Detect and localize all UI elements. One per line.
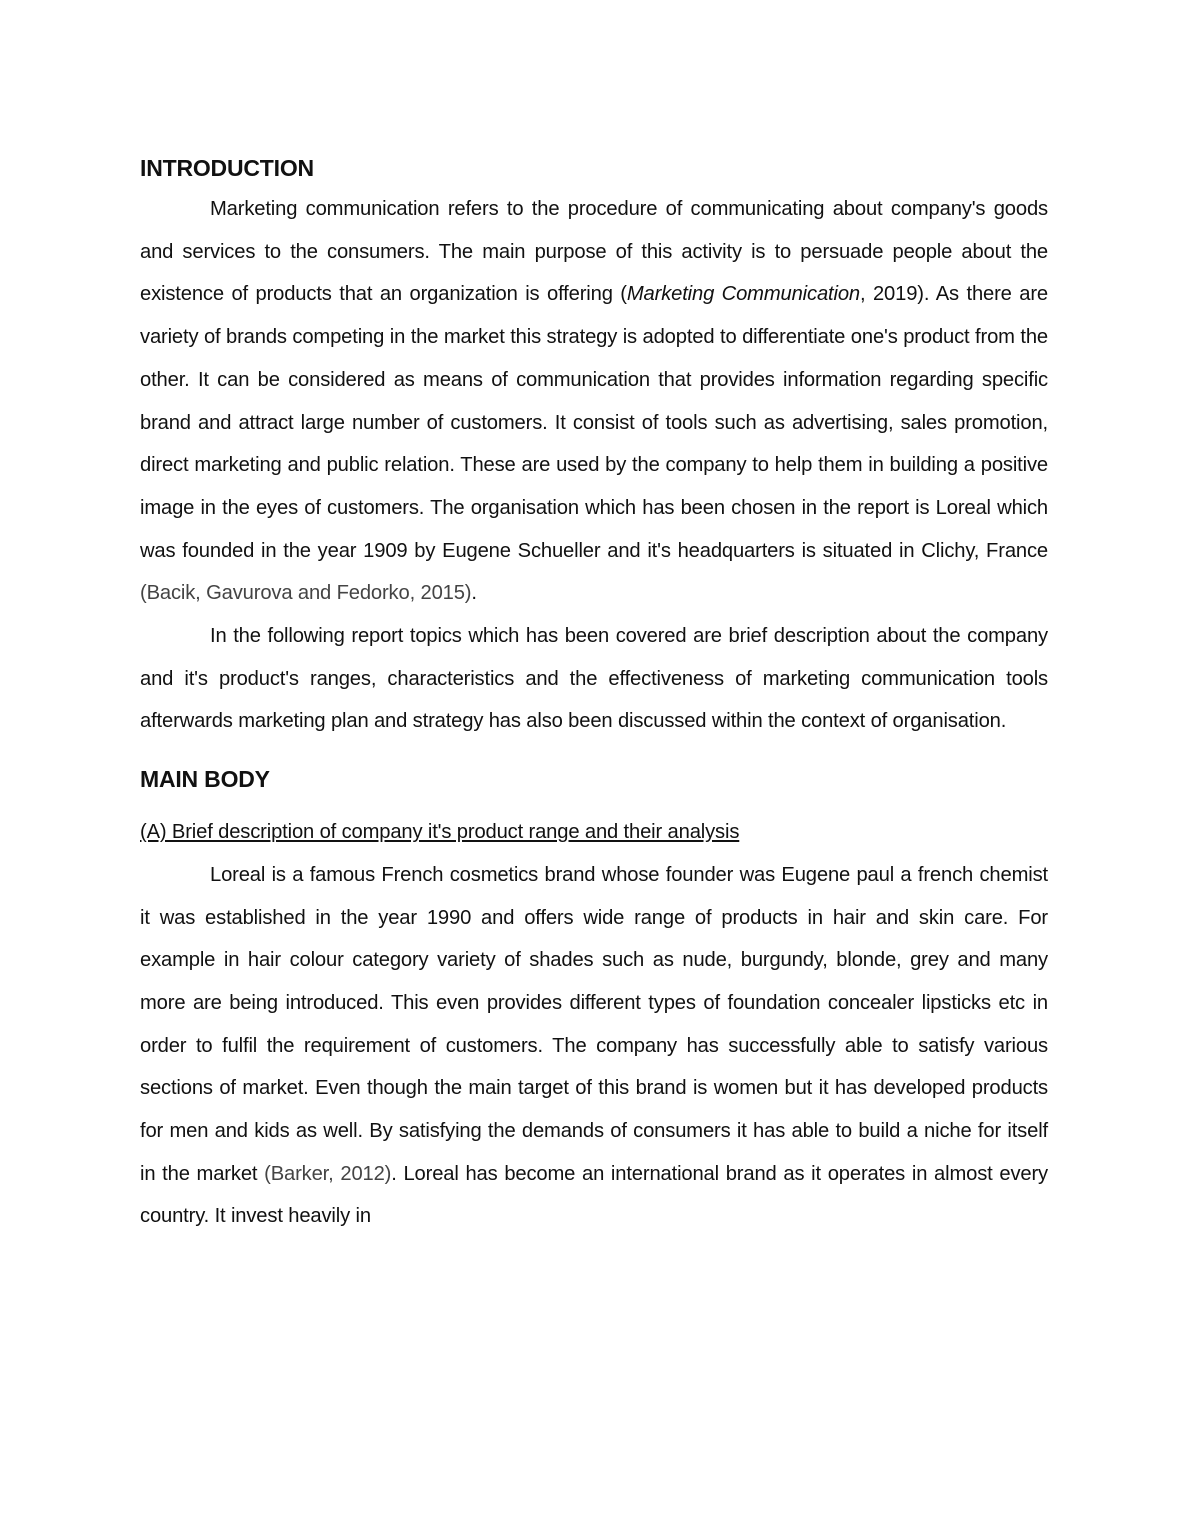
document-page: [140, 148, 1048, 1238]
section-a-subheading: (A) Brief description of company it's product range and their analysis: [140, 821, 740, 844]
main-body-paragraph-1: [140, 854, 1048, 1238]
introduction-paragraph-1: [140, 188, 1048, 615]
text-span: .: [471, 582, 477, 605]
text-span: Loreal is a famous French cosmetics brand whose founder was Eugene paul a french chemist it was established in the year 1990 and offers wide range of products in hair and skin care. For example in hair colour category variety of shades such as nude, burgundy, blonde, grey and many more are being introduced. This even provides different types of foundation concealer lipsticks etc in order to fulfil the requirement of customers. The company has successfully able to satisfy various sections of market. Even though the main target of this brand is women but it has developed products for men and kids as well. By satisfying the demands of consumers it has able to build a niche for itself in the market: [140, 863, 1048, 1185]
italic-source: Marketing Communication: [626, 283, 860, 306]
introduction-heading: INTRODUCTION: [140, 155, 314, 181]
text-span: . Loreal has become an international brand as it operates in almost every country. It invest heavily in: [140, 1162, 1048, 1228]
text-span: Marketing communication refers to the procedure of communicating about company's goods and services to the consumers. The main purpose of this activity is to persuade people about the existence of products that an organization is offering (: [140, 198, 1048, 306]
introduction-paragraph-2: In the following report topics which has been covered are brief description about the company and it's product's ranges, characteristics and the effectiveness of marketing communication tools afterwards marketing plan and strategy has also been discussed within the context of organisation.: [140, 625, 1048, 733]
citation: (Barker, 2012): [264, 1162, 392, 1185]
text-span: , 2019). As there are variety of brands competing in the market this strategy is adopted to differentiate one's product from the other. It can be considered as means of communication that provides information regarding specific brand and attract large number of customers. It consist of tools such as advertising, sales promotion, direct marketing and public relation. These are used by the company to help them in building a positive image in the eyes of customers. The organisation which has been chosen in the report is Loreal which was founded in the year 1909 by Eugene Schueller and it's headquarters is situated in Clichy, France: [140, 283, 1048, 562]
main-body-heading: MAIN BODY: [140, 766, 270, 793]
citation: (Bacik, Gavurova and Fedorko, 2015): [140, 582, 472, 605]
